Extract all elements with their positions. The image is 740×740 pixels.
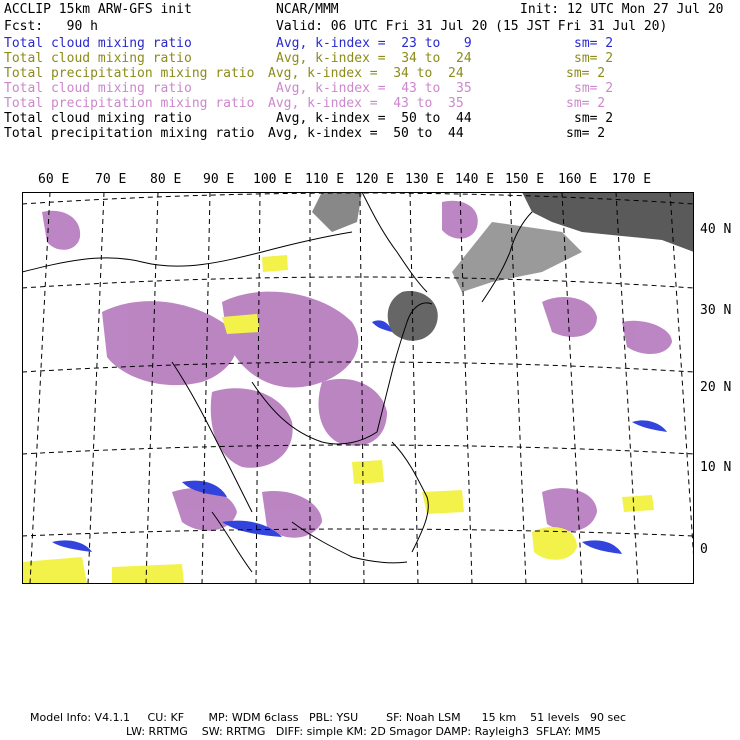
lon-label: 160 E — [558, 172, 598, 187]
legend-field: Total cloud mixing ratio — [4, 81, 192, 96]
physics-info-line: LW: RRTMG SW: RRTMG DIFF: simple KM: 2D Smagor DAMP: Rayleigh3 SFLAY: MM5 — [126, 725, 601, 738]
lon-label: 100 E — [253, 172, 293, 187]
legend-field: Total precipitation mixing ratio — [4, 96, 255, 111]
legend-sm: sm= 2 — [574, 111, 614, 126]
legend-avg: Avg, k-index = 23 to 9 — [276, 36, 472, 51]
lat-label: 30 N — [700, 303, 732, 318]
lon-label: 150 E — [505, 172, 545, 187]
lon-label: 60 E — [38, 172, 70, 187]
lon-label: 80 E — [150, 172, 182, 187]
forecast-hour: Fcst: 90 h — [4, 19, 98, 34]
lon-label: 130 E — [405, 172, 445, 187]
legend-sm: sm= 2 — [574, 81, 614, 96]
lat-label: 40 N — [700, 222, 732, 237]
legend-avg: Avg, k-index = 43 to 35 — [276, 81, 472, 96]
lon-label: 170 E — [612, 172, 652, 187]
org-label: NCAR/MMM — [276, 2, 339, 17]
legend-sm: sm= 2 — [566, 66, 606, 81]
legend-avg: Avg, k-index = 34 to 24 — [276, 51, 472, 66]
lon-label: 90 E — [203, 172, 235, 187]
lat-label: 20 N — [700, 380, 732, 395]
legend-field: Total cloud mixing ratio — [4, 36, 192, 51]
legend-avg: Avg, k-index = 50 to 44 — [268, 126, 464, 141]
legend-sm: sm= 2 — [574, 36, 614, 51]
lon-label: 120 E — [355, 172, 395, 187]
init-time: Init: 12 UTC Mon 27 Jul 20 — [520, 2, 724, 17]
model-info-line: Model Info: V4.1.1 CU: KF MP: WDM 6class PBL: YSU SF: Noah LSM 15 km 51 levels 90 sec — [30, 711, 627, 724]
legend-avg: Avg, k-index = 34 to 24 — [268, 66, 464, 81]
lon-label: 70 E — [95, 172, 127, 187]
legend-field: Total precipitation mixing ratio — [4, 66, 255, 81]
legend-sm: sm= 2 — [566, 96, 606, 111]
model-title: ACCLIP 15km ARW-GFS init — [4, 2, 192, 17]
lon-label: 140 E — [455, 172, 495, 187]
legend-sm: sm= 2 — [574, 51, 614, 66]
valid-time: Valid: 06 UTC Fri 31 Jul 20 (15 JST Fri 31 Jul 20) — [276, 19, 668, 34]
legend-avg: Avg, k-index = 50 to 44 — [276, 111, 472, 126]
legend-sm: sm= 2 — [566, 126, 606, 141]
legend-avg: Avg, k-index = 43 to 35 — [268, 96, 464, 111]
legend-field: Total cloud mixing ratio — [4, 111, 192, 126]
legend-field: Total precipitation mixing ratio — [4, 126, 255, 141]
legend-field: Total cloud mixing ratio — [4, 51, 192, 66]
lat-label: 0 — [700, 542, 708, 557]
lat-label: 10 N — [700, 460, 732, 475]
lon-label: 110 E — [305, 172, 345, 187]
cloud-mixing-ratio-map — [22, 192, 694, 584]
